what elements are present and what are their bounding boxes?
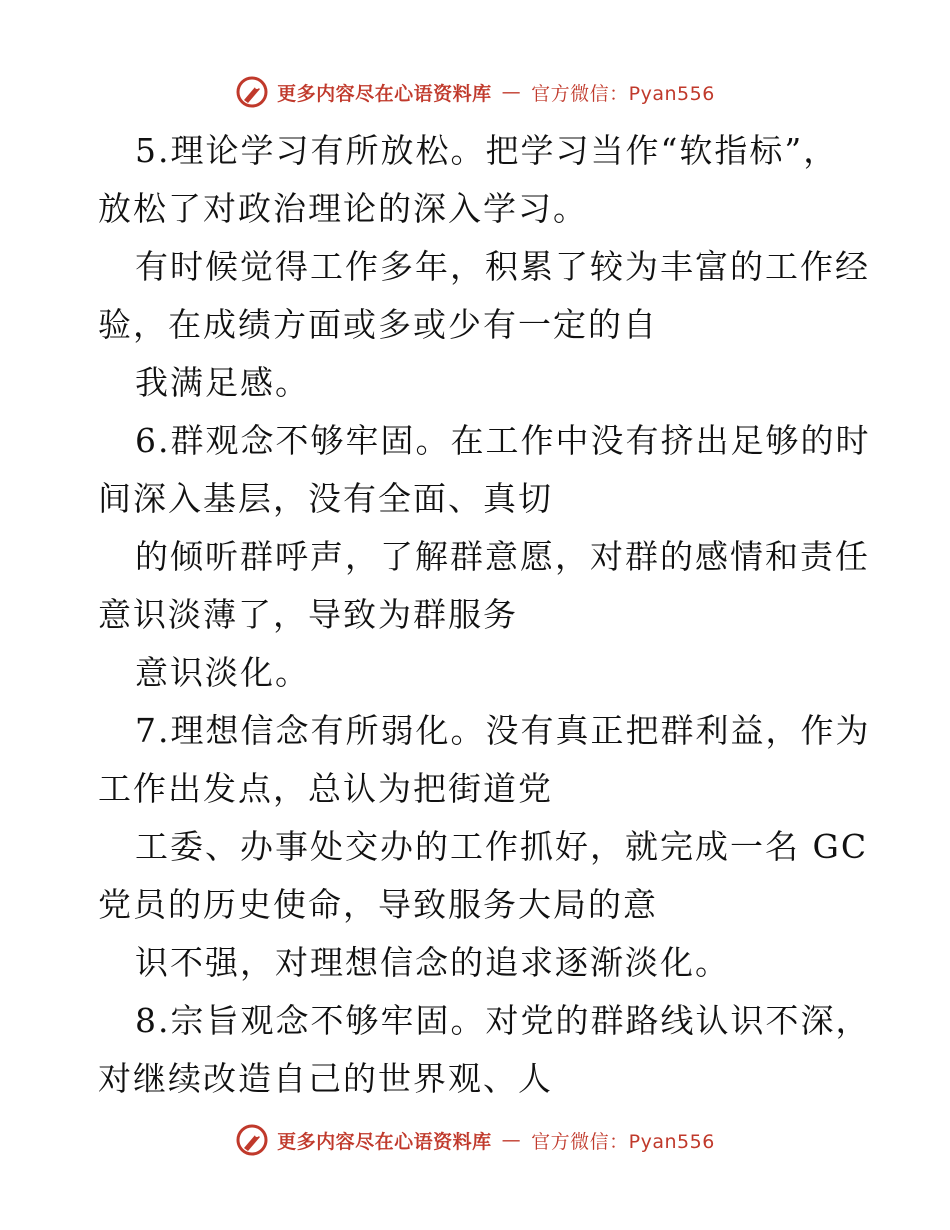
pen-circle-icon <box>235 1123 269 1157</box>
watermark-contact: 官方微信：Pyan556 <box>531 1130 715 1153</box>
watermark-separator: — <box>501 1129 522 1151</box>
text-line: 对继续改造自己的世界观、人 <box>98 1059 553 1098</box>
text-line: 有时候觉得工作多年，积累了较为丰富的工作经 <box>135 247 870 286</box>
text-line: 间深入基层，没有全面、真切 <box>98 479 553 518</box>
text-line: 工作出发点，总认为把街道党 <box>98 769 553 808</box>
watermark-label: 更多内容尽在心语资料库 <box>277 1130 492 1153</box>
text-line: 7.理想信念有所弱化。没有真正把群利益，作为 <box>135 711 871 750</box>
text-line: 的倾听群呼声，了解群意愿，对群的感情和责任 <box>135 537 870 576</box>
footer-watermark <box>0 1120 950 1160</box>
text-line: 我满足感。 <box>135 363 310 402</box>
watermark-label: 更多内容尽在心语资料库 <box>277 82 492 105</box>
text-line: 验，在成绩方面或多或少有一定的自 <box>98 305 658 344</box>
watermark-contact: 官方微信：Pyan556 <box>531 82 715 105</box>
text-line: 放松了对政治理论的深入学习。 <box>98 189 588 228</box>
text-line: 6.群观念不够牢固。在工作中没有挤出足够的时 <box>135 421 871 460</box>
header-watermark <box>0 72 950 112</box>
watermark-separator: — <box>501 81 522 103</box>
text-line: 意识淡薄了，导致为群服务 <box>98 595 518 634</box>
document-body <box>98 122 871 1108</box>
text-line: 识不强，对理想信念的追求逐渐淡化。 <box>135 943 730 982</box>
text-line: 工委、办事处交办的工作抓好，就完成一名 GC <box>135 827 869 866</box>
text-line: 党员的历史使命，导致服务大局的意 <box>98 885 658 924</box>
pen-circle-icon <box>235 75 269 109</box>
text-line: 意识淡化。 <box>135 653 310 692</box>
text-line: 5.理论学习有所放松。把学习当作“软指标”， <box>135 131 839 170</box>
text-line: 8.宗旨观念不够牢固。对党的群路线认识不深， <box>135 1001 871 1040</box>
